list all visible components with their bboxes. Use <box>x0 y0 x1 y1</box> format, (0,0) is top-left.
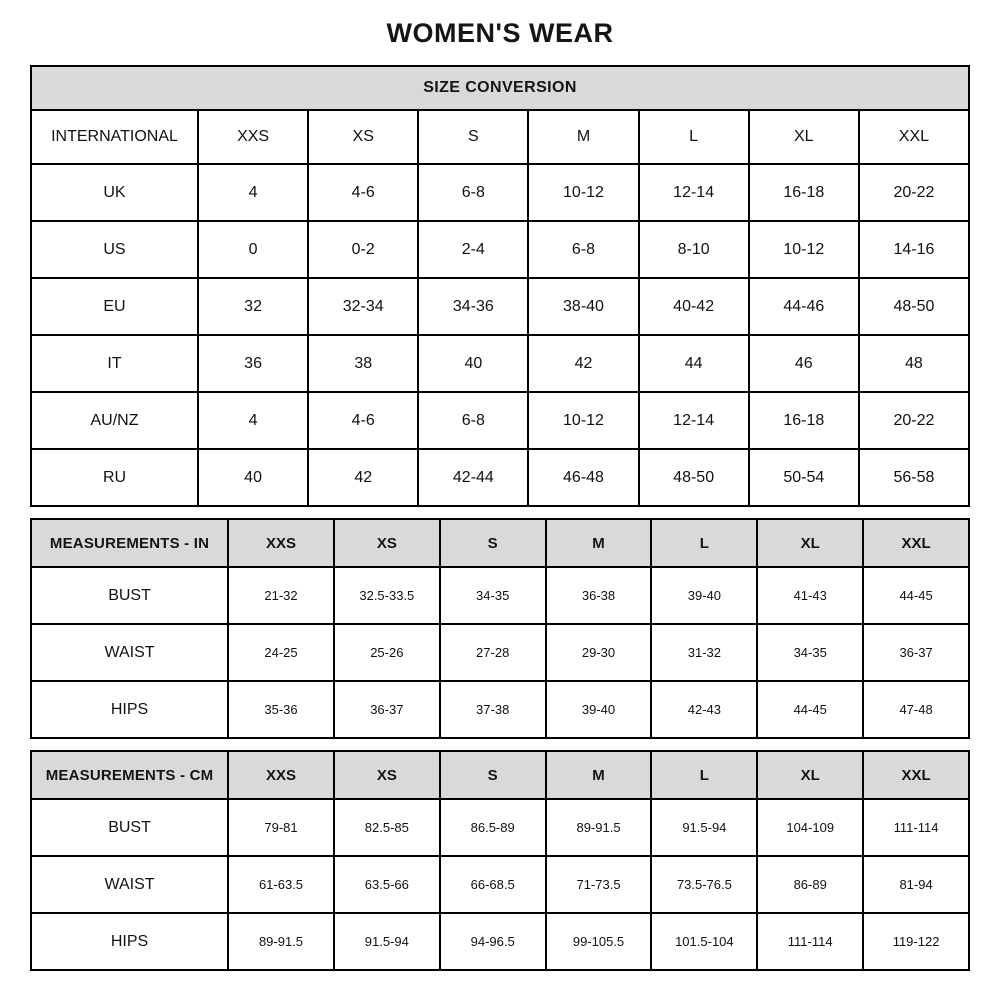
value-cell: 39-40 <box>546 681 652 738</box>
value-cell: 44-46 <box>749 278 859 335</box>
value-cell: 44 <box>639 335 749 392</box>
header-size-cell: XXS <box>228 519 334 567</box>
header-label-cell: MEASUREMENTS - IN <box>31 519 228 567</box>
value-cell: 47-48 <box>863 681 969 738</box>
value-cell: 14-16 <box>859 221 969 278</box>
value-cell: 89-91.5 <box>228 913 334 970</box>
value-cell: 31-32 <box>651 624 757 681</box>
value-cell: 16-18 <box>749 164 859 221</box>
header-size-cell: XS <box>308 110 418 164</box>
header-size-cell: L <box>651 519 757 567</box>
value-cell: 48-50 <box>639 449 749 506</box>
value-cell: 40 <box>198 449 308 506</box>
row-label-cell: EU <box>31 278 198 335</box>
row-label-cell: WAIST <box>31 624 228 681</box>
value-cell: 32-34 <box>308 278 418 335</box>
page-title: WOMEN'S WEAR <box>386 18 614 48</box>
value-cell: 38-40 <box>528 278 638 335</box>
header-size-cell: L <box>651 751 757 799</box>
value-cell: 32 <box>198 278 308 335</box>
header-size-cell: M <box>528 110 638 164</box>
row-label-cell: BUST <box>31 799 228 856</box>
value-cell: 36 <box>198 335 308 392</box>
header-size-cell: XL <box>757 751 863 799</box>
table-row <box>31 681 969 738</box>
value-cell: 42-44 <box>418 449 528 506</box>
table-row <box>31 624 969 681</box>
value-cell: 32.5-33.5 <box>334 567 440 624</box>
table-title-row <box>31 66 969 110</box>
row-label-cell: US <box>31 221 198 278</box>
value-cell: 0-2 <box>308 221 418 278</box>
header-size-cell: L <box>639 110 749 164</box>
value-cell: 27-28 <box>440 624 546 681</box>
header-size-cell: S <box>440 751 546 799</box>
header-size-cell: XS <box>334 751 440 799</box>
header-size-cell: XXS <box>198 110 308 164</box>
value-cell: 12-14 <box>639 392 749 449</box>
value-cell: 46-48 <box>528 449 638 506</box>
header-size-cell: S <box>418 110 528 164</box>
measurements-cm-table <box>30 750 970 971</box>
value-cell: 56-58 <box>859 449 969 506</box>
value-cell: 41-43 <box>757 567 863 624</box>
value-cell: 4 <box>198 392 308 449</box>
value-cell: 40 <box>418 335 528 392</box>
value-cell: 79-81 <box>228 799 334 856</box>
value-cell: 4-6 <box>308 392 418 449</box>
value-cell: 10-12 <box>528 164 638 221</box>
header-size-cell: XL <box>749 110 859 164</box>
value-cell: 42-43 <box>651 681 757 738</box>
table-row <box>31 567 969 624</box>
value-cell: 48-50 <box>859 278 969 335</box>
value-cell: 46 <box>749 335 859 392</box>
value-cell: 71-73.5 <box>546 856 652 913</box>
size-chart-page <box>30 0 970 971</box>
measurements-in-table <box>30 518 970 739</box>
table-row <box>31 335 969 392</box>
value-cell: 35-36 <box>228 681 334 738</box>
value-cell: 36-38 <box>546 567 652 624</box>
value-cell: 44-45 <box>757 681 863 738</box>
value-cell: 36-37 <box>334 681 440 738</box>
value-cell: 38 <box>308 335 418 392</box>
value-cell: 12-14 <box>639 164 749 221</box>
value-cell: 111-114 <box>863 799 969 856</box>
table-row <box>31 449 969 506</box>
table-row <box>31 221 969 278</box>
header-size-cell: XXL <box>863 751 969 799</box>
value-cell: 16-18 <box>749 392 859 449</box>
value-cell: 25-26 <box>334 624 440 681</box>
row-label-cell: IT <box>31 335 198 392</box>
value-cell: 6-8 <box>528 221 638 278</box>
value-cell: 4 <box>198 164 308 221</box>
value-cell: 48 <box>859 335 969 392</box>
table-row <box>31 856 969 913</box>
value-cell: 44-45 <box>863 567 969 624</box>
header-row <box>31 751 969 799</box>
table-title: SIZE CONVERSION <box>31 66 969 110</box>
value-cell: 111-114 <box>757 913 863 970</box>
value-cell: 61-63.5 <box>228 856 334 913</box>
value-cell: 10-12 <box>749 221 859 278</box>
value-cell: 6-8 <box>418 392 528 449</box>
value-cell: 34-36 <box>418 278 528 335</box>
header-label-cell: MEASUREMENTS - CM <box>31 751 228 799</box>
table-row <box>31 392 969 449</box>
value-cell: 119-122 <box>863 913 969 970</box>
value-cell: 29-30 <box>546 624 652 681</box>
row-label-cell: BUST <box>31 567 228 624</box>
row-label-cell: RU <box>31 449 198 506</box>
value-cell: 42 <box>528 335 638 392</box>
value-cell: 63.5-66 <box>334 856 440 913</box>
row-label-cell: UK <box>31 164 198 221</box>
value-cell: 34-35 <box>757 624 863 681</box>
value-cell: 21-32 <box>228 567 334 624</box>
table-row <box>31 913 969 970</box>
header-size-cell: XXS <box>228 751 334 799</box>
value-cell: 34-35 <box>440 567 546 624</box>
header-label-cell: INTERNATIONAL <box>31 110 198 164</box>
size-conversion-table <box>30 65 970 507</box>
value-cell: 91.5-94 <box>651 799 757 856</box>
header-row <box>31 519 969 567</box>
value-cell: 8-10 <box>639 221 749 278</box>
value-cell: 66-68.5 <box>440 856 546 913</box>
value-cell: 101.5-104 <box>651 913 757 970</box>
value-cell: 86-89 <box>757 856 863 913</box>
header-size-cell: XXL <box>859 110 969 164</box>
value-cell: 50-54 <box>749 449 859 506</box>
value-cell: 40-42 <box>639 278 749 335</box>
value-cell: 0 <box>198 221 308 278</box>
value-cell: 86.5-89 <box>440 799 546 856</box>
value-cell: 20-22 <box>859 392 969 449</box>
table-row <box>31 278 969 335</box>
table-row <box>31 799 969 856</box>
header-row <box>31 110 969 164</box>
header-size-cell: XS <box>334 519 440 567</box>
value-cell: 81-94 <box>863 856 969 913</box>
table-row <box>31 164 969 221</box>
value-cell: 37-38 <box>440 681 546 738</box>
row-label-cell: HIPS <box>31 913 228 970</box>
value-cell: 73.5-76.5 <box>651 856 757 913</box>
value-cell: 89-91.5 <box>546 799 652 856</box>
value-cell: 42 <box>308 449 418 506</box>
header-size-cell: M <box>546 519 652 567</box>
row-label-cell: HIPS <box>31 681 228 738</box>
row-label-cell: WAIST <box>31 856 228 913</box>
value-cell: 94-96.5 <box>440 913 546 970</box>
header-size-cell: M <box>546 751 652 799</box>
row-label-cell: AU/NZ <box>31 392 198 449</box>
value-cell: 104-109 <box>757 799 863 856</box>
value-cell: 82.5-85 <box>334 799 440 856</box>
value-cell: 10-12 <box>528 392 638 449</box>
value-cell: 39-40 <box>651 567 757 624</box>
value-cell: 91.5-94 <box>334 913 440 970</box>
value-cell: 6-8 <box>418 164 528 221</box>
header-size-cell: S <box>440 519 546 567</box>
value-cell: 24-25 <box>228 624 334 681</box>
value-cell: 36-37 <box>863 624 969 681</box>
value-cell: 2-4 <box>418 221 528 278</box>
value-cell: 99-105.5 <box>546 913 652 970</box>
header-size-cell: XL <box>757 519 863 567</box>
header-size-cell: XXL <box>863 519 969 567</box>
value-cell: 20-22 <box>859 164 969 221</box>
value-cell: 4-6 <box>308 164 418 221</box>
